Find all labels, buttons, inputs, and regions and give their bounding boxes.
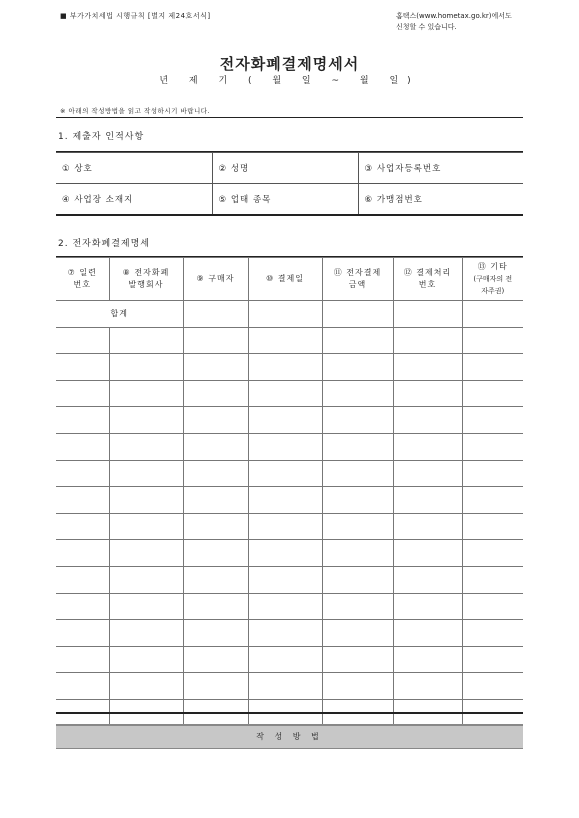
table-cell[interactable] — [248, 593, 322, 620]
table-cell[interactable] — [56, 513, 109, 540]
table-row — [56, 566, 523, 593]
table-cell[interactable] — [248, 540, 322, 567]
field-business-reg-number[interactable]: ③ 사업자등록번호 — [358, 153, 523, 184]
field-name[interactable]: ② 성명 — [212, 153, 358, 184]
submitter-info-table — [56, 152, 523, 214]
table-cell[interactable] — [183, 540, 248, 567]
table-cell[interactable] — [462, 354, 523, 381]
table-cell[interactable] — [248, 513, 322, 540]
table-cell[interactable] — [109, 433, 183, 460]
table-cell[interactable] — [462, 566, 523, 593]
table-cell[interactable] — [322, 593, 393, 620]
table-cell[interactable] — [322, 673, 393, 700]
table-row — [56, 673, 523, 700]
table-cell[interactable] — [322, 301, 393, 328]
table-cell[interactable] — [109, 354, 183, 381]
table-cell[interactable] — [183, 646, 248, 673]
table-cell[interactable] — [462, 593, 523, 620]
table-cell[interactable] — [462, 433, 523, 460]
table-cell[interactable] — [248, 301, 322, 328]
table-row — [56, 620, 523, 647]
table-cell[interactable] — [462, 460, 523, 487]
instruction-note: ※ 아래의 작성방법을 읽고 작성하시기 바랍니다. — [60, 107, 211, 115]
payment-details-table — [56, 257, 523, 726]
table-row — [56, 380, 523, 407]
table-row — [56, 487, 523, 514]
total-row — [56, 301, 523, 328]
table-cell[interactable] — [393, 620, 462, 647]
table-cell[interactable] — [183, 513, 248, 540]
table-cell[interactable] — [183, 301, 248, 328]
table-cell[interactable] — [322, 646, 393, 673]
table-cell[interactable] — [322, 540, 393, 567]
total-label: 합계 — [56, 301, 183, 328]
table-cell[interactable] — [462, 673, 523, 700]
col-buyer: ⑨ 구매자 — [183, 258, 248, 301]
table-cell[interactable] — [56, 620, 109, 647]
table-cell[interactable] — [393, 513, 462, 540]
table-cell[interactable] — [56, 593, 109, 620]
table-cell[interactable] — [248, 460, 322, 487]
table-cell[interactable] — [56, 380, 109, 407]
table-cell[interactable] — [183, 354, 248, 381]
table-cell[interactable] — [109, 407, 183, 434]
table-cell[interactable] — [393, 354, 462, 381]
table-cell[interactable] — [248, 380, 322, 407]
form-title: 전자화폐결제명세서 — [219, 55, 360, 73]
table-cell[interactable] — [56, 327, 109, 354]
table-cell[interactable] — [56, 460, 109, 487]
table-cell[interactable] — [322, 407, 393, 434]
field-merchant-number[interactable]: ⑥ 가맹점번호 — [358, 184, 523, 215]
table-cell[interactable] — [183, 407, 248, 434]
table-cell[interactable] — [393, 407, 462, 434]
table-cell[interactable] — [56, 407, 109, 434]
table-cell[interactable] — [248, 646, 322, 673]
table-cell[interactable] — [56, 673, 109, 700]
table-cell[interactable] — [109, 327, 183, 354]
table-cell[interactable] — [56, 433, 109, 460]
table-cell[interactable] — [248, 433, 322, 460]
table-cell[interactable] — [183, 487, 248, 514]
table-cell[interactable] — [183, 380, 248, 407]
table-cell[interactable] — [248, 487, 322, 514]
table-cell[interactable] — [462, 301, 523, 328]
table-cell[interactable] — [393, 540, 462, 567]
table-cell[interactable] — [322, 433, 393, 460]
table-cell[interactable] — [462, 407, 523, 434]
table-cell[interactable] — [109, 566, 183, 593]
table-cell[interactable] — [183, 620, 248, 647]
table-cell[interactable] — [109, 380, 183, 407]
table-cell[interactable] — [109, 620, 183, 647]
table-cell[interactable] — [462, 646, 523, 673]
table-cell[interactable] — [393, 593, 462, 620]
table-cell[interactable] — [248, 620, 322, 647]
table-cell[interactable] — [248, 327, 322, 354]
table-cell[interactable] — [322, 380, 393, 407]
table-cell[interactable] — [109, 487, 183, 514]
table-cell[interactable] — [248, 566, 322, 593]
table-row — [56, 513, 523, 540]
table-cell[interactable] — [109, 673, 183, 700]
table-cell[interactable] — [393, 487, 462, 514]
table-cell[interactable] — [56, 646, 109, 673]
table-cell[interactable] — [109, 513, 183, 540]
table-row — [56, 327, 523, 354]
table-cell[interactable] — [322, 460, 393, 487]
table-cell[interactable] — [393, 460, 462, 487]
hometax-note-line1: 홈택스(www.hometax.go.kr)에서도 — [396, 12, 512, 20]
table-row — [56, 540, 523, 567]
table-cell[interactable] — [462, 380, 523, 407]
col-payment-amount: ⑪ 전자결제 금액 — [322, 258, 393, 301]
submitter-info-row — [56, 153, 523, 184]
table-cell[interactable] — [322, 487, 393, 514]
table-cell[interactable] — [393, 646, 462, 673]
table-cell[interactable] — [183, 433, 248, 460]
table-row — [56, 593, 523, 620]
table-cell[interactable] — [109, 593, 183, 620]
table-cell[interactable] — [462, 327, 523, 354]
hometax-note-line2: 신청할 수 있습니다. — [396, 23, 457, 31]
field-company-name[interactable]: ① 상호 — [56, 153, 212, 184]
table-cell[interactable] — [56, 487, 109, 514]
table-cell[interactable] — [183, 673, 248, 700]
section1-bottom-rule — [56, 214, 523, 216]
tax-period: 년 제 기 ( 월 일 ~ 월 일) — [159, 76, 420, 86]
table-cell[interactable] — [393, 673, 462, 700]
table-cell[interactable] — [248, 354, 322, 381]
table-cell[interactable] — [462, 513, 523, 540]
col-issuer: ⑧ 전자화폐 발행회사 — [109, 258, 183, 301]
table-cell[interactable] — [322, 327, 393, 354]
table-cell[interactable] — [183, 327, 248, 354]
field-business-address[interactable]: ④ 사업장 소재지 — [56, 184, 212, 215]
table-cell[interactable] — [248, 673, 322, 700]
table-cell[interactable] — [393, 566, 462, 593]
table-row — [56, 646, 523, 673]
table-row — [56, 407, 523, 434]
table-row — [56, 433, 523, 460]
table-cell[interactable] — [322, 513, 393, 540]
table-cell[interactable] — [393, 433, 462, 460]
table-cell[interactable] — [393, 380, 462, 407]
table-cell[interactable] — [109, 540, 183, 567]
table-row — [56, 460, 523, 487]
table-cell[interactable] — [56, 354, 109, 381]
section2-bottom-rule — [56, 712, 523, 714]
col-payment-date: ⑩ 결제일 — [248, 258, 322, 301]
table-cell[interactable] — [393, 301, 462, 328]
form-label: ■ 부가가치세법 시행규칙 [별지 제24호서식] — [60, 12, 211, 20]
table-cell[interactable] — [462, 540, 523, 567]
table-cell[interactable] — [248, 407, 322, 434]
table-cell[interactable] — [462, 487, 523, 514]
hometax-note — [396, 11, 512, 33]
table-cell[interactable] — [183, 593, 248, 620]
table-cell[interactable] — [109, 646, 183, 673]
table-row — [56, 354, 523, 381]
table-cell[interactable] — [462, 620, 523, 647]
table-cell[interactable] — [56, 566, 109, 593]
col-serial-number: ⑦ 일련 번호 — [56, 258, 109, 301]
table-cell[interactable] — [56, 540, 109, 567]
table-cell[interactable] — [322, 354, 393, 381]
table-cell[interactable] — [322, 566, 393, 593]
payment-details-header-row — [56, 258, 523, 301]
field-business-type[interactable]: ⑤ 업태 종목 — [212, 184, 358, 215]
table-cell[interactable] — [393, 327, 462, 354]
table-cell[interactable] — [109, 460, 183, 487]
table-cell[interactable] — [322, 620, 393, 647]
section2-heading: 2. 전자화폐결제명세 — [58, 239, 151, 249]
table-cell[interactable] — [183, 566, 248, 593]
col-processing-number: ⑫ 결제처리 번호 — [393, 258, 462, 301]
col-other: ⑬ 기타 (구매자의 전 자주권) — [462, 258, 523, 301]
section1-heading: 1. 제출자 인적사항 — [58, 132, 145, 142]
note-divider — [56, 117, 523, 118]
table-cell[interactable] — [183, 460, 248, 487]
submitter-info-row — [56, 184, 523, 215]
instructions-bar: 작 성 방 법 — [56, 724, 523, 749]
